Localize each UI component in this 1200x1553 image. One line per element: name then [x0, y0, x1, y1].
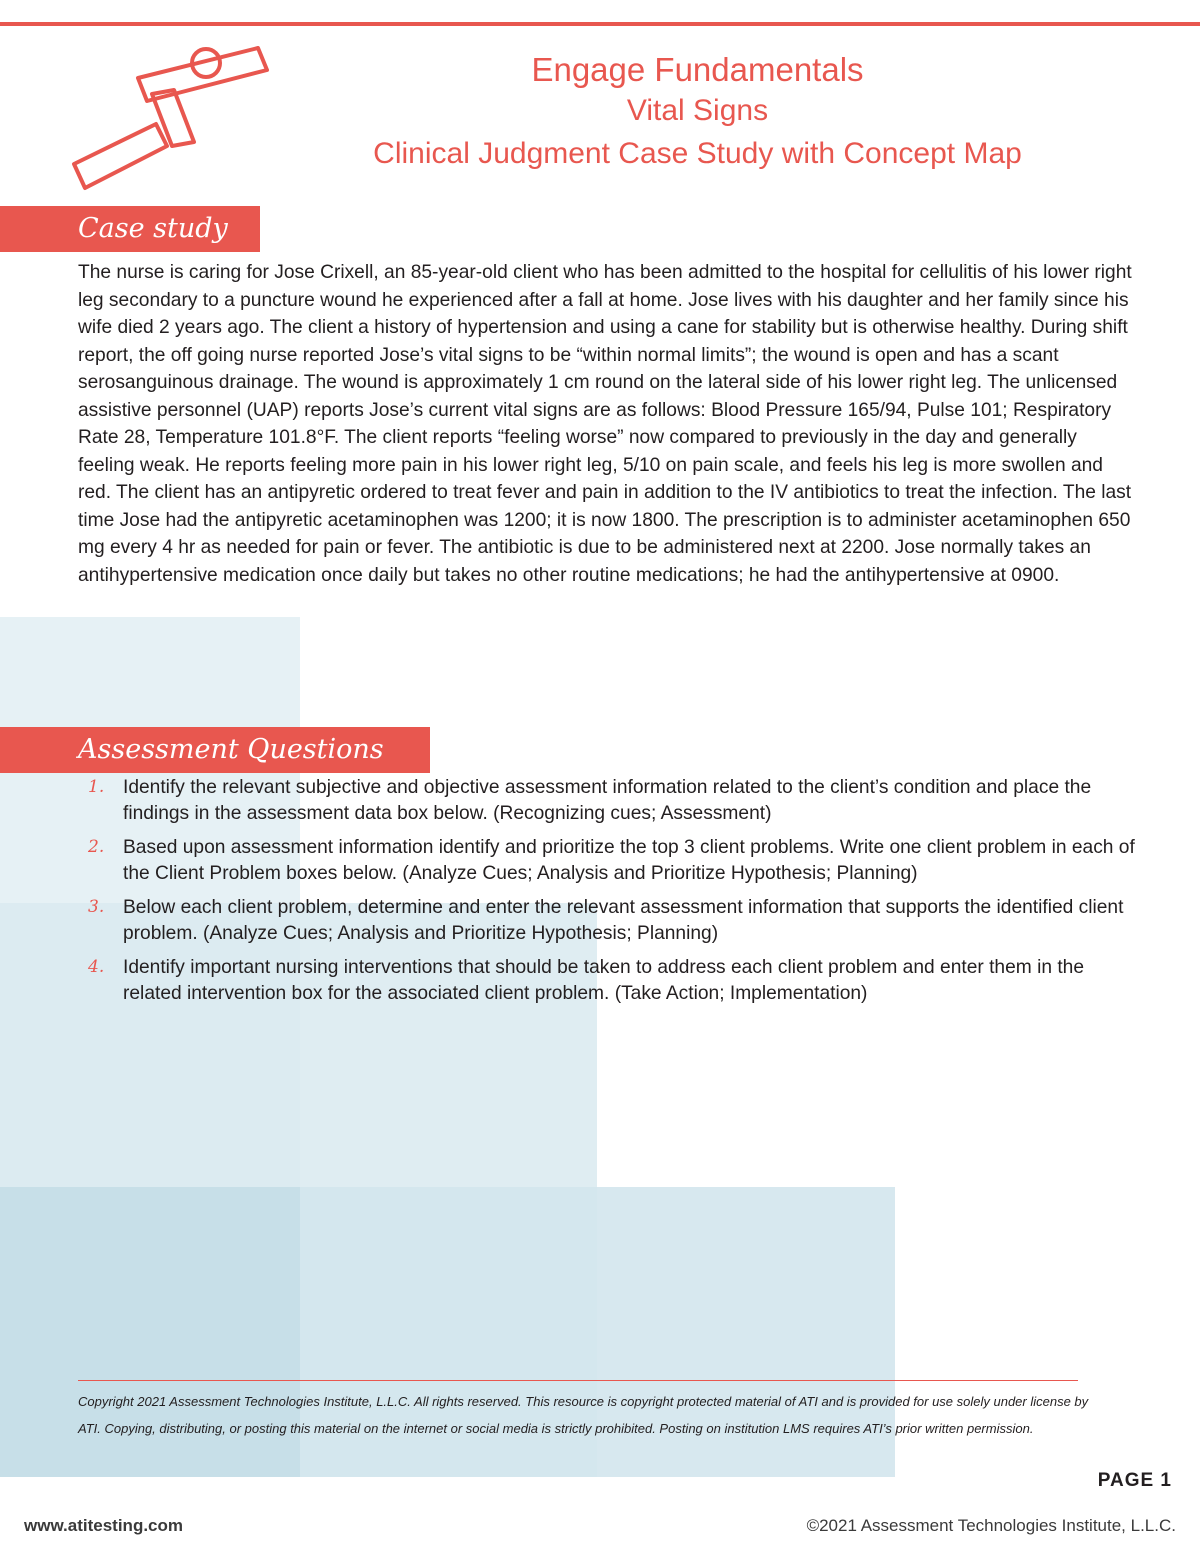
- copyright-notice: Copyright 2021 Assessment Technologies Institute, L.L.C. All rights reserved. This resource is copyright protected material of ATI and is provided for use solely under license by ATI. Copying, distributing, or posting this material on the internet or social media is strictly prohibited. Posting on institution LMS requires ATI’s prior written permission.: [78, 1394, 1089, 1436]
- top-rule: [0, 22, 1200, 26]
- question-text: Identify the relevant subjective and objective assessment information related to the client’s condition and place the findings in the assessment data box below. (Recognizing cues; Assessment): [123, 777, 1092, 824]
- case-study-heading: Case study: [0, 206, 260, 252]
- assessment-questions-heading: Assessment Questions: [0, 727, 430, 773]
- question-text: Below each client problem, determine and enter the relevant assessment information that supports the identified client problem. (Analyze Cues; Analysis and Prioritize Hypothesis; Planning): [123, 897, 1124, 944]
- ati-logo: [70, 46, 270, 196]
- title-block: [290, 50, 1105, 176]
- document-subtitle: Vital Signs: [626, 94, 769, 127]
- question-item: [78, 835, 1138, 886]
- question-text: Identify important nursing interventions that should be taken to address each client problem and enter them in the related intervention box for the associated client problem. (Take Action; Implementation): [123, 957, 1085, 1004]
- page-number: PAGE 1: [1097, 1470, 1172, 1491]
- question-item: [78, 775, 1138, 826]
- website-link[interactable]: www.atitesting.com: [24, 1516, 184, 1535]
- question-item: [78, 955, 1138, 1006]
- question-text: Based upon assessment information identify and prioritize the top 3 client problems. Write one client problem in each of the Client Problem boxes below. (Analyze Cues; Analysis and Prioritize Hypothesis; Planning): [123, 837, 1135, 884]
- question-item: [78, 895, 1138, 946]
- assessment-question-list: [78, 775, 1138, 1006]
- case-study-text: The nurse is caring for Jose Crixell, an 85-year-old client who has been admitted to the hospital for cellulitis of his lower right leg secondary to a puncture wound he experienced after a fall at home. Jose lives with his daughter and her family since his wife died 2 years ago. The client a history of hypertension and using a cane for stability but is otherwise healthy. During shift report, the off going nurse reported Jose’s vital signs to be “within normal limits”; the wound is open and has a scant serosanguinous drainage. The wound is approximately 1 cm round on the lateral side of his lower right leg. The unlicensed assistive personnel (UAP) reports Jose’s current vital signs are as follows: Blood Pressure 165/94, Pulse 101; Respiratory Rate 28, Temperature 101.8°F. The client reports “feeling worse” now compared to previously in the day and generally feeling weak. He reports feeling more pain in his lower right leg, 5/10 on pain scale, and feels his leg is more swollen and red. The client has an antipyretic ordered to treat fever and pain in addition to the IV antibiotics to treat the infection. The last time Jose had the antipyretic acetaminophen was 1200; it is now 1800. The prescription is to administer acetaminophen 650 mg every 4 hr as needed for pain or fever. The antibiotic is due to be administered next at 2200. Jose normally takes an antihypertensive medication once daily but takes no other routine medications; he had the antihypertensive at 0900.: [78, 262, 1132, 586]
- document-subtitle-2: Clinical Judgment Case Study with Concept Map: [373, 137, 1022, 170]
- question-number: 3.: [88, 897, 105, 917]
- document-title: Engage Fundamentals: [531, 51, 864, 88]
- question-number: 1.: [88, 777, 105, 797]
- question-number: 2.: [88, 837, 105, 857]
- footer-copyright: ©2021 Assessment Technologies Institute, L.L.C.: [806, 1516, 1176, 1535]
- footer-divider: [78, 1380, 1078, 1381]
- question-number: 4.: [88, 957, 105, 977]
